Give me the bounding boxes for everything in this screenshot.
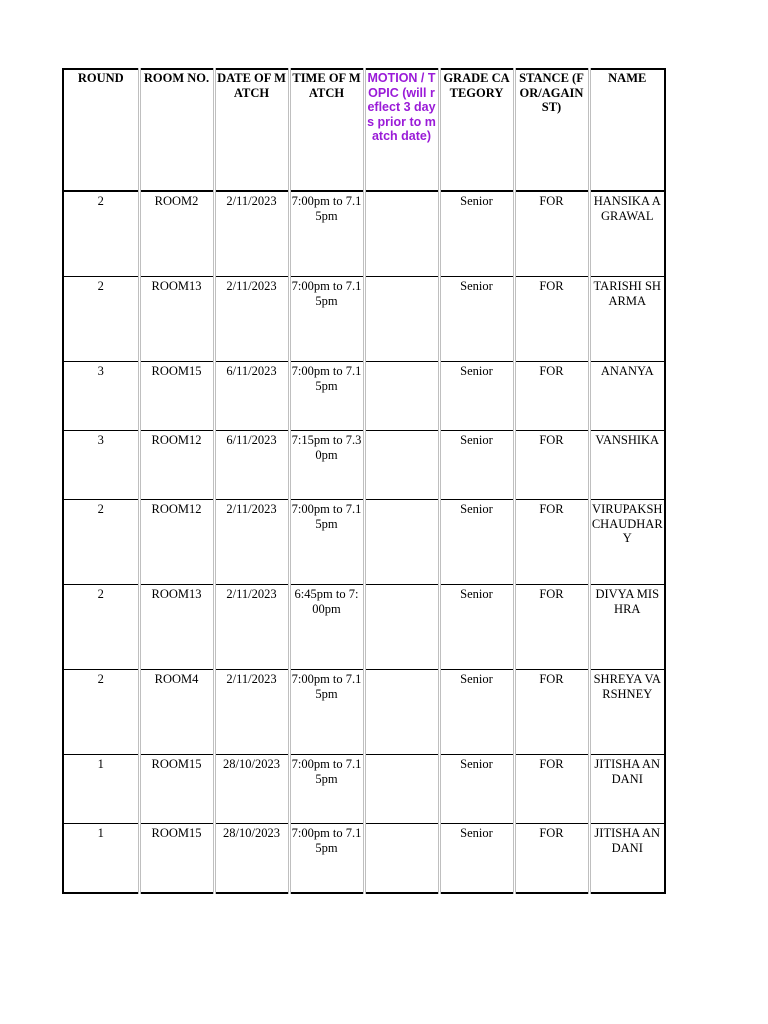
cell-round: 1 bbox=[63, 755, 139, 824]
cell-room: ROOM4 bbox=[139, 670, 214, 755]
header-name: NAME bbox=[589, 69, 665, 191]
cell-date: 2/11/2023 bbox=[214, 277, 289, 362]
cell-motion bbox=[364, 755, 439, 824]
cell-grade: Senior bbox=[439, 191, 514, 277]
cell-grade: Senior bbox=[439, 824, 514, 894]
cell-room: ROOM15 bbox=[139, 824, 214, 894]
cell-grade: Senior bbox=[439, 500, 514, 585]
cell-date: 28/10/2023 bbox=[214, 755, 289, 824]
cell-grade: Senior bbox=[439, 431, 514, 500]
cell-time: 7:00pm to 7.15pm bbox=[289, 191, 364, 277]
table-row bbox=[63, 755, 665, 824]
cell-motion bbox=[364, 191, 439, 277]
cell-room: ROOM15 bbox=[139, 755, 214, 824]
document-page bbox=[62, 68, 664, 894]
cell-date: 2/11/2023 bbox=[214, 670, 289, 755]
header-motion-topic: MOTION / TOPIC (will reflect 3 days prior to match date) bbox=[364, 69, 439, 191]
cell-stance: FOR bbox=[514, 585, 589, 670]
cell-round: 2 bbox=[63, 670, 139, 755]
cell-motion bbox=[364, 585, 439, 670]
table-row bbox=[63, 362, 665, 431]
cell-motion bbox=[364, 362, 439, 431]
cell-date: 6/11/2023 bbox=[214, 431, 289, 500]
table-row bbox=[63, 500, 665, 585]
cell-room: ROOM2 bbox=[139, 191, 214, 277]
cell-round: 3 bbox=[63, 362, 139, 431]
cell-grade: Senior bbox=[439, 670, 514, 755]
cell-time: 7:00pm to 7.15pm bbox=[289, 500, 364, 585]
cell-stance: FOR bbox=[514, 191, 589, 277]
cell-name: VIRUPAKSH CHAUDHARY bbox=[589, 500, 665, 585]
cell-room: ROOM13 bbox=[139, 585, 214, 670]
cell-name: DIVYA MISHRA bbox=[589, 585, 665, 670]
cell-grade: Senior bbox=[439, 755, 514, 824]
cell-motion bbox=[364, 670, 439, 755]
cell-motion bbox=[364, 500, 439, 585]
header-date-of-match: DATE OF MATCH bbox=[214, 69, 289, 191]
cell-stance: FOR bbox=[514, 431, 589, 500]
table-row bbox=[63, 431, 665, 500]
cell-time: 7:00pm to 7.15pm bbox=[289, 277, 364, 362]
cell-name: HANSIKA AGRAWAL bbox=[589, 191, 665, 277]
cell-grade: Senior bbox=[439, 585, 514, 670]
cell-date: 28/10/2023 bbox=[214, 824, 289, 894]
cell-stance: FOR bbox=[514, 277, 589, 362]
cell-round: 2 bbox=[63, 277, 139, 362]
cell-room: ROOM13 bbox=[139, 277, 214, 362]
cell-round: 3 bbox=[63, 431, 139, 500]
table-row bbox=[63, 277, 665, 362]
cell-date: 2/11/2023 bbox=[214, 191, 289, 277]
cell-date: 2/11/2023 bbox=[214, 500, 289, 585]
header-grade-category: GRADE CATEGORY bbox=[439, 69, 514, 191]
header-round: ROUND bbox=[63, 69, 139, 191]
table-row bbox=[63, 585, 665, 670]
cell-round: 2 bbox=[63, 191, 139, 277]
cell-grade: Senior bbox=[439, 277, 514, 362]
cell-name: TARISHI SHARMA bbox=[589, 277, 665, 362]
cell-name: ANANYA bbox=[589, 362, 665, 431]
cell-round: 2 bbox=[63, 585, 139, 670]
cell-stance: FOR bbox=[514, 755, 589, 824]
debate-schedule-table bbox=[62, 68, 666, 894]
cell-time: 7:00pm to 7.15pm bbox=[289, 824, 364, 894]
cell-date: 2/11/2023 bbox=[214, 585, 289, 670]
cell-grade: Senior bbox=[439, 362, 514, 431]
cell-stance: FOR bbox=[514, 824, 589, 894]
cell-motion bbox=[364, 431, 439, 500]
cell-time: 6:45pm to 7:00pm bbox=[289, 585, 364, 670]
cell-room: ROOM12 bbox=[139, 500, 214, 585]
cell-motion bbox=[364, 824, 439, 894]
cell-name: JITISHA ANDANI bbox=[589, 755, 665, 824]
cell-name: JITISHA ANDANI bbox=[589, 824, 665, 894]
cell-name: SHREYA VARSHNEY bbox=[589, 670, 665, 755]
cell-stance: FOR bbox=[514, 362, 589, 431]
header-time-of-match: TIME OF MATCH bbox=[289, 69, 364, 191]
cell-time: 7:15pm to 7.30pm bbox=[289, 431, 364, 500]
cell-date: 6/11/2023 bbox=[214, 362, 289, 431]
table-row bbox=[63, 824, 665, 894]
cell-stance: FOR bbox=[514, 670, 589, 755]
cell-room: ROOM12 bbox=[139, 431, 214, 500]
cell-stance: FOR bbox=[514, 500, 589, 585]
cell-time: 7:00pm to 7.15pm bbox=[289, 755, 364, 824]
table-row bbox=[63, 191, 665, 277]
cell-room: ROOM15 bbox=[139, 362, 214, 431]
cell-round: 1 bbox=[63, 824, 139, 894]
cell-time: 7:00pm to 7.15pm bbox=[289, 670, 364, 755]
cell-round: 2 bbox=[63, 500, 139, 585]
cell-time: 7:00pm to 7.15pm bbox=[289, 362, 364, 431]
table-row bbox=[63, 670, 665, 755]
cell-name: VANSHIKA bbox=[589, 431, 665, 500]
header-stance: STANCE (FOR/AGAINST) bbox=[514, 69, 589, 191]
table-header-row bbox=[63, 69, 665, 191]
cell-motion bbox=[364, 277, 439, 362]
header-room-no: ROOM NO. bbox=[139, 69, 214, 191]
